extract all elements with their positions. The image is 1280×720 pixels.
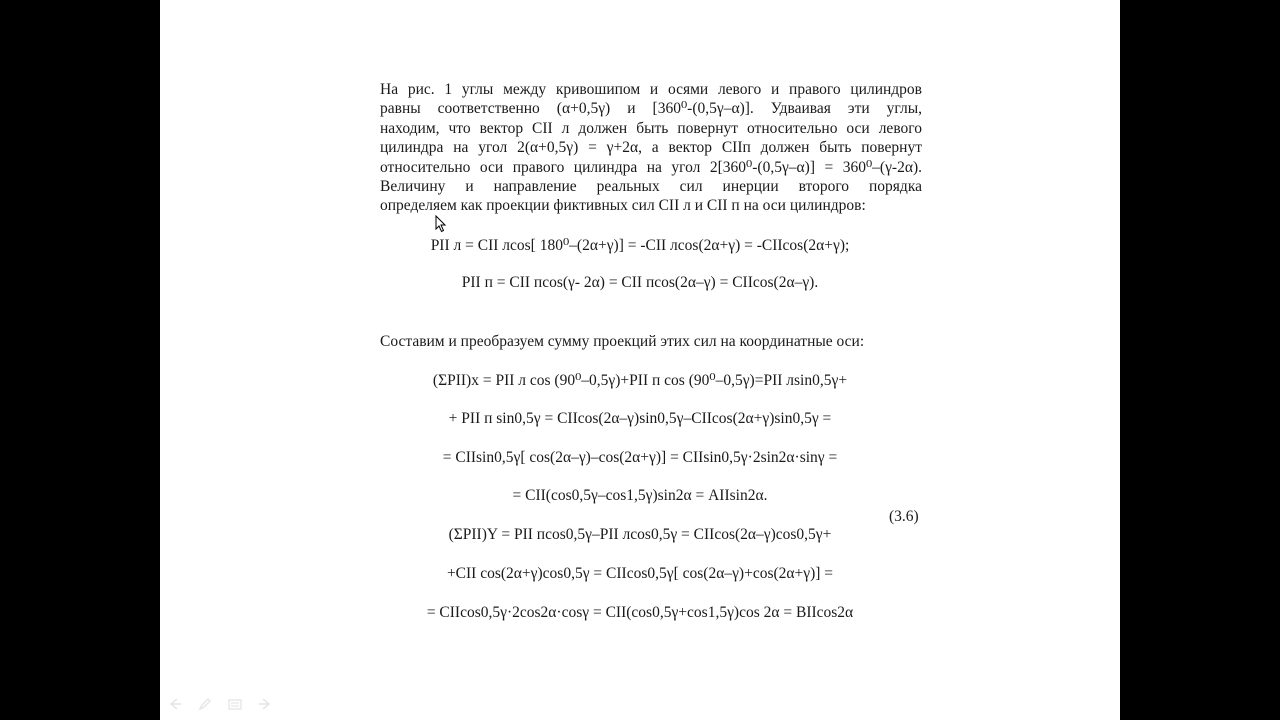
equation-9: = CIIcos0,5γ·2cos2α·cosγ = CII(cos0,5γ+cos1,5γ)cos 2α = BIIcos2α: [426, 604, 854, 621]
equation-1: PII л = CII лcos[ 180⁰–(2α+γ)] = -CII лcos(2α+γ) = -CIIcos(2α+γ);: [430, 237, 850, 254]
intro-line: равны соответственно (α+0,5γ) и [360⁰-(0,5γ–α)]. Удваивая эти углы,: [380, 100, 922, 118]
equation-6: = CII(cos0,5γ–cos1,5γ)sin2α = AIIsin2α.: [512, 487, 768, 504]
intro-line: определяем как проекции фиктивных сил CII л и CII п на оси цилиндров:: [380, 197, 866, 215]
intro-line: находим, что вектор CII л должен быть повернут относительно оси левого: [380, 119, 922, 137]
intro-line: На рис. 1 углы между кривошипом и осями левого и правого цилиндров: [380, 81, 922, 98]
menu-icon[interactable]: [228, 697, 242, 711]
mouse-pointer-icon: [435, 215, 447, 233]
prev-arrow-icon[interactable]: [168, 697, 182, 711]
intro-line: Величину и направление реальных сил инерции второго порядка: [380, 178, 922, 196]
next-arrow-icon[interactable]: [258, 697, 272, 711]
equation-7: (ΣPII)Y = PII пcos0,5γ–PII лcos0,5γ = CIIcos(2α–γ)cos0,5γ+: [448, 526, 832, 543]
slideshow-controls: [168, 694, 272, 714]
sum-intro-text: [380, 332, 922, 351]
sum-intro-line: Составим и преобразуем сумму проекций этих сил на координатные оси:: [380, 333, 865, 350]
intro-line: цилиндра на угол 2(α+0,5γ) = γ+2α, а вектор CIIп должен быть повернут: [380, 139, 922, 157]
equation-2: PII п = CII пcos(γ- 2α) = CII пcos(2α–γ) = CIIcos(2α–γ).: [461, 274, 819, 291]
intro-line: относительно оси правого цилиндра на угол 2[360⁰-(0,5γ–α)] = 360⁰–(γ-2α).: [380, 158, 922, 176]
equation-5: = CIIsin0,5γ[ cos(2α–γ)–cos(2α+γ)] = CIIsin0,5γ·2sin2α·sinγ =: [442, 449, 838, 466]
pen-icon[interactable]: [198, 697, 212, 711]
intro-paragraph: [380, 80, 922, 216]
slide-page: [160, 0, 1120, 720]
equation-8: +CII cos(2α+γ)cos0,5γ = CIIcos0,5γ[ cos(2α–γ)+cos(2α+γ)] =: [446, 565, 834, 582]
equation-number: (3.6): [889, 508, 919, 525]
equation-3: (ΣPII)x = PII л cos (90⁰–0,5γ)+PII п cos (90⁰–0,5γ)=PII лsin0,5γ+: [432, 372, 848, 389]
equation-4: + PII п sin0,5γ = CIIcos(2α–γ)sin0,5γ–CIIcos(2α+γ)sin0,5γ =: [448, 410, 832, 427]
